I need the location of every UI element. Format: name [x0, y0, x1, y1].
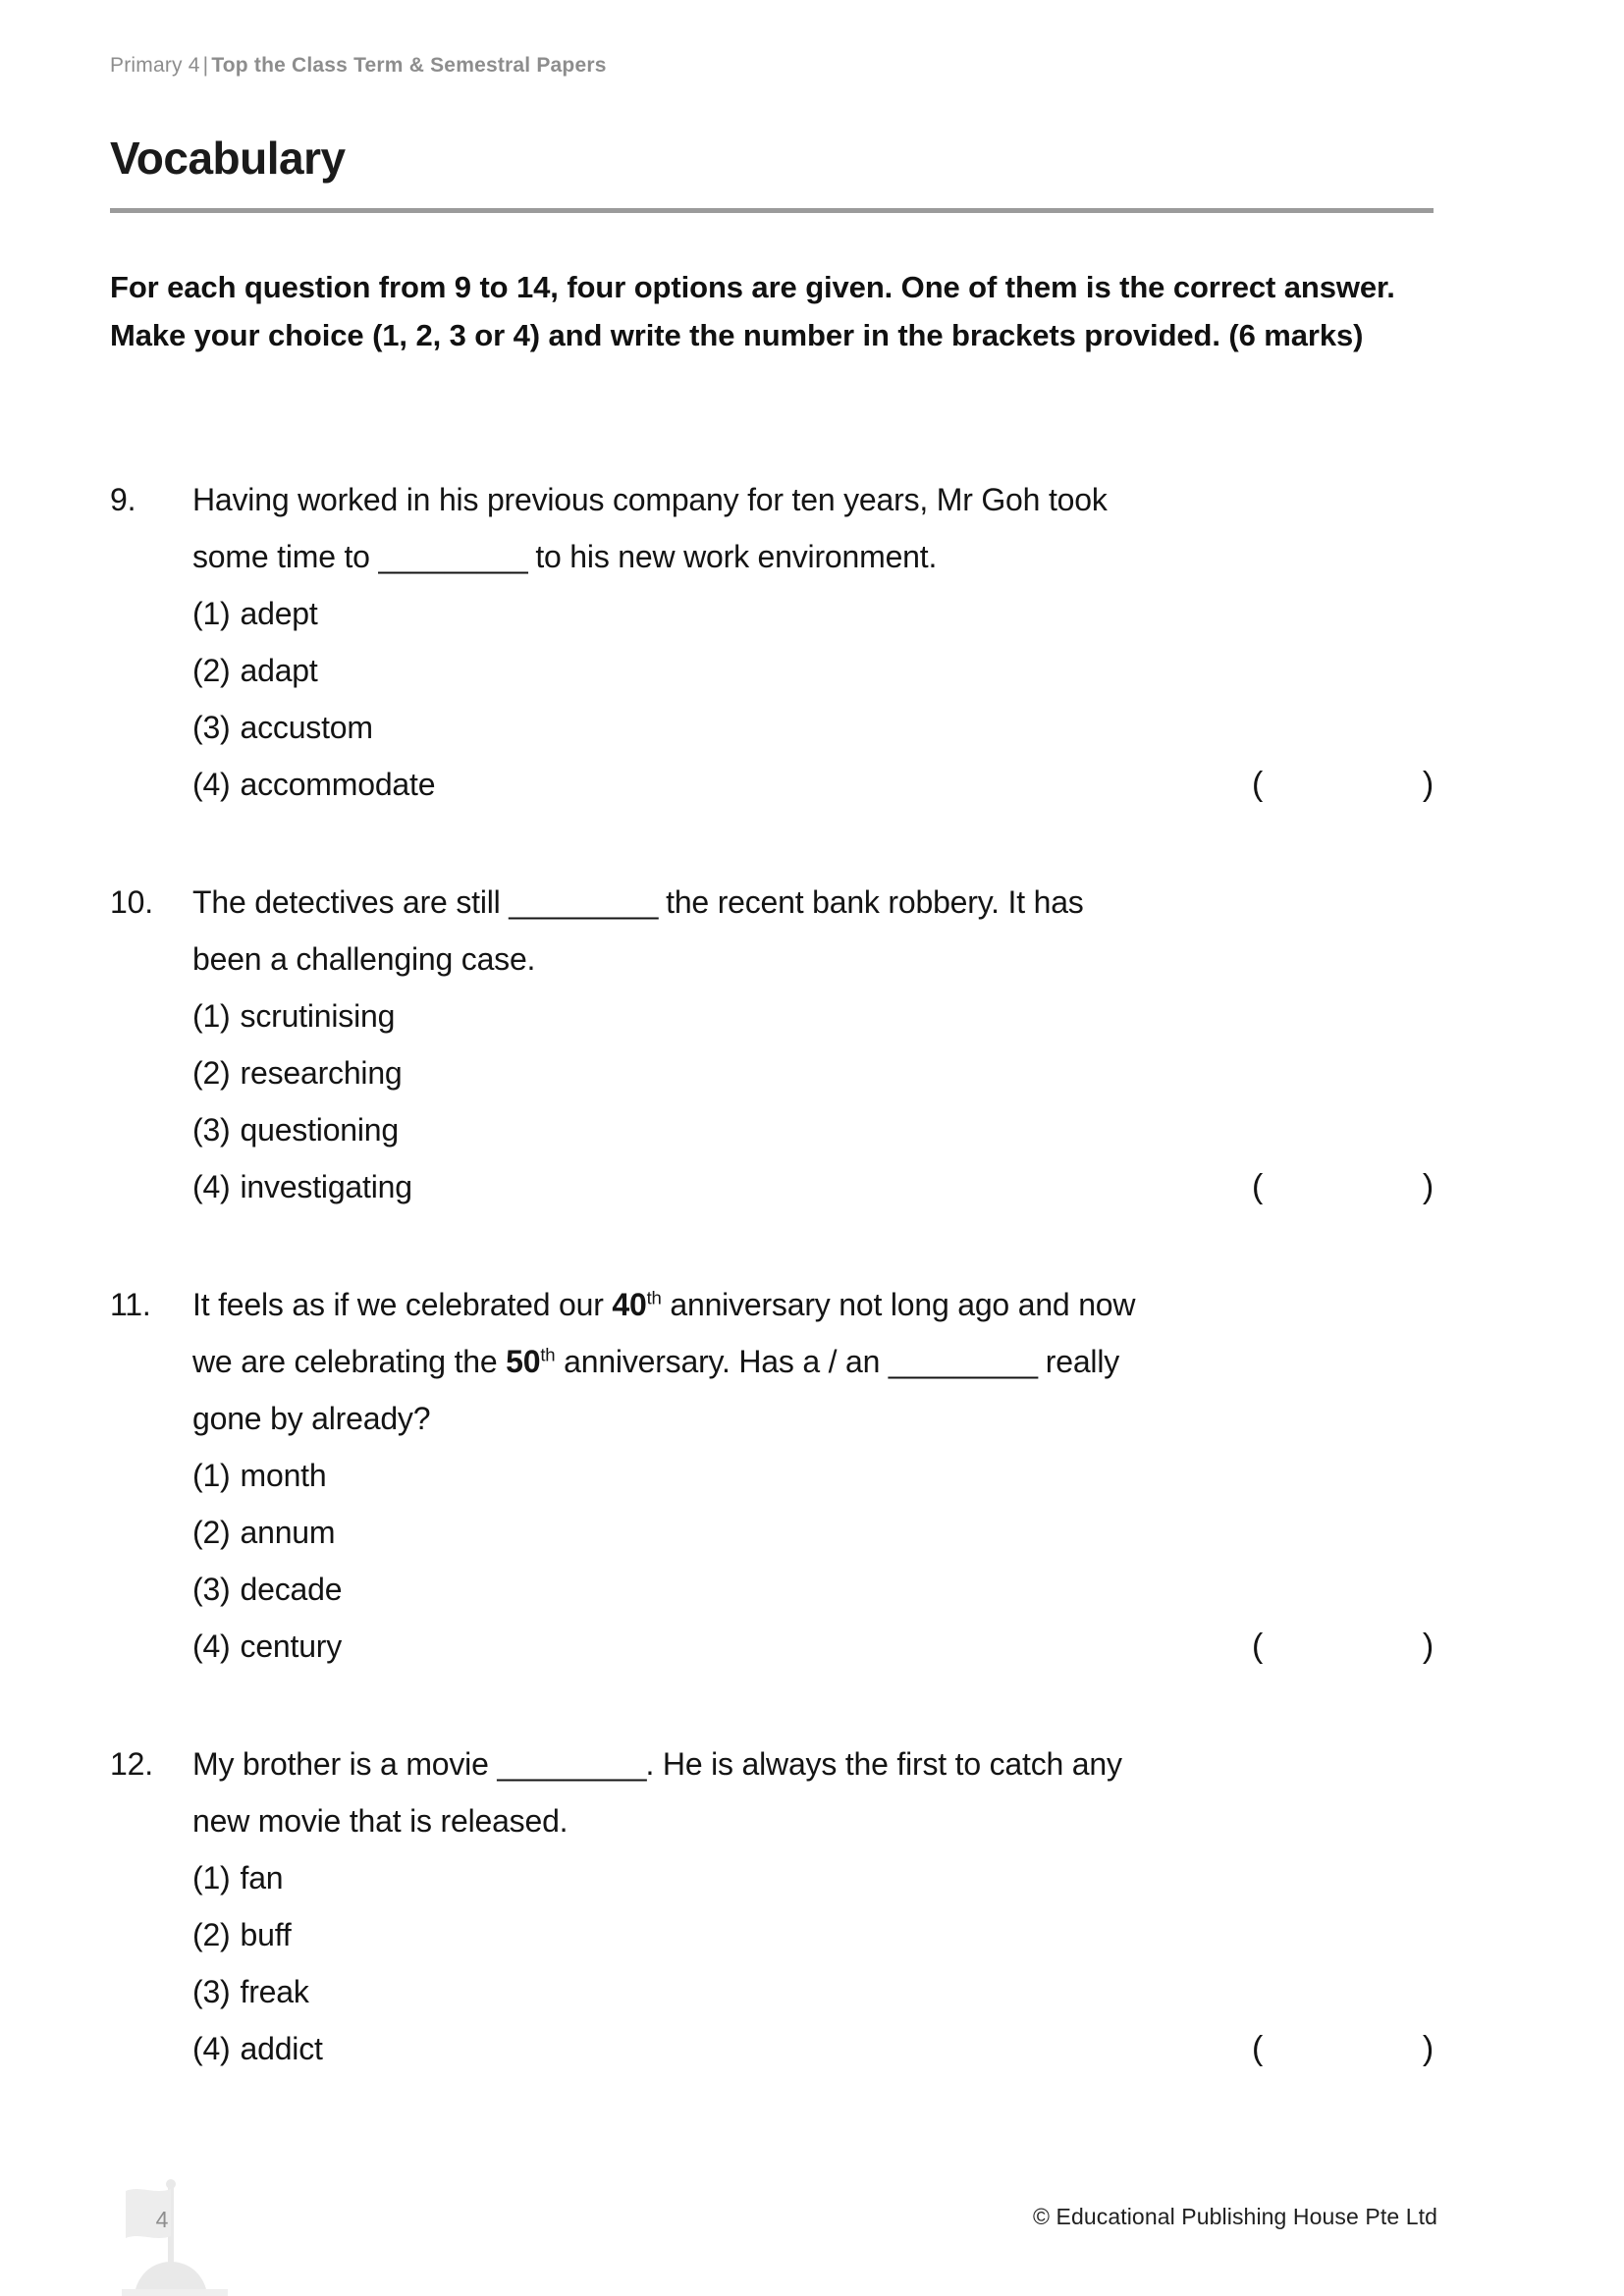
option-text: decade [240, 1572, 343, 1607]
option-label: (3) [192, 1974, 231, 2009]
option-text: scrutinising [240, 998, 396, 1034]
question-11-ordinal-50: 50 [506, 1344, 541, 1379]
running-header [110, 54, 607, 78]
question-9-options [192, 585, 1434, 813]
option-label: (2) [192, 1055, 231, 1091]
option-text: century [240, 1629, 343, 1664]
question-10-stem-line-1 [110, 874, 1434, 931]
question-10-option-2[interactable] [192, 1044, 1434, 1101]
question-11-number: 11. [110, 1287, 151, 1322]
option-label: (3) [192, 1112, 231, 1148]
option-text: investigating [240, 1169, 412, 1204]
question-11-stem-text-1a: It feels as if we celebrated our [192, 1287, 613, 1322]
bracket-open: ( [1252, 1168, 1264, 1205]
question-11-option-3[interactable] [192, 1561, 1434, 1618]
question-11-stem-text-3: gone by already? [192, 1401, 431, 1436]
question-9-stem-line-2 [110, 528, 1434, 585]
option-text: annum [240, 1515, 336, 1550]
option-text: freak [240, 1974, 309, 2009]
page-title: Vocabulary [110, 133, 346, 184]
question-11-option-1[interactable] [192, 1447, 1434, 1504]
page-number: 4 [155, 2207, 169, 2232]
question-9-stem-text-1: Having worked in his previous company for ten years, Mr Goh took [192, 482, 1108, 517]
question-item-12 [110, 1735, 1434, 2077]
question-12-stem-text-1a: My brother is a movie [192, 1746, 498, 1782]
option-label: (2) [192, 653, 231, 688]
header-level: Primary 4 [110, 54, 200, 77]
question-11-answer-blank[interactable]: _________ [888, 1344, 1038, 1379]
question-10-stem-text-1a: The detectives are still [192, 884, 510, 920]
option-label: (1) [192, 998, 231, 1034]
copyright-notice: © Educational Publishing House Pte Ltd [1032, 2204, 1437, 2229]
question-11-stem-text-2b: anniversary. Has a / an [555, 1344, 889, 1379]
question-item-9 [110, 471, 1434, 813]
question-12-stem-line-2 [110, 1792, 1434, 1849]
bracket-close: ) [1422, 2030, 1434, 2067]
question-10-answer-blank[interactable]: _________ [509, 884, 658, 920]
question-12-option-3[interactable] [192, 1963, 1434, 2020]
option-text: accommodate [240, 767, 436, 802]
question-9-answer-blank[interactable]: _________ [378, 539, 527, 574]
question-11-stem-line-1 [110, 1276, 1434, 1333]
option-text: addict [240, 2031, 323, 2066]
header-book-title: Top the Class Term & Semestral Papers [211, 54, 607, 77]
option-label: (4) [192, 1629, 231, 1664]
question-12-option-4[interactable] [192, 2020, 1434, 2077]
option-text: accustom [240, 710, 373, 745]
question-11-ordinal-40: 40 [612, 1287, 647, 1322]
question-11-options [192, 1447, 1434, 1675]
question-9-option-2[interactable] [192, 642, 1434, 699]
question-12-stem-text-2: new movie that is released. [192, 1803, 568, 1839]
option-label: (3) [192, 1572, 231, 1607]
question-9-option-4[interactable] [192, 756, 1434, 813]
option-label: (1) [192, 1458, 231, 1493]
option-text: questioning [240, 1112, 400, 1148]
option-text: buff [240, 1917, 292, 1952]
option-text: fan [240, 1860, 284, 1896]
question-9-stem-line-1 [110, 471, 1434, 528]
question-11-stem-line-2 [110, 1333, 1434, 1390]
question-9-stem-text-2b: to his new work environment. [526, 539, 938, 574]
option-label: (4) [192, 767, 231, 802]
question-11-stem-text-2c: really [1037, 1344, 1120, 1379]
title-divider [110, 208, 1434, 213]
question-10-option-3[interactable] [192, 1101, 1434, 1158]
question-10-option-1[interactable] [192, 988, 1434, 1044]
question-11-stem-line-3 [110, 1390, 1434, 1447]
bracket-close: ) [1422, 1628, 1434, 1665]
question-12-answer-bracket[interactable] [1252, 2020, 1434, 2077]
question-9-number: 9. [110, 482, 136, 517]
question-11-stem-text-2a: we are celebrating the [192, 1344, 507, 1379]
bracket-open: ( [1252, 2030, 1264, 2067]
question-12-option-1[interactable] [192, 1849, 1434, 1906]
bracket-close: ) [1422, 766, 1434, 803]
question-10-answer-bracket[interactable] [1252, 1158, 1434, 1215]
question-9-option-3[interactable] [192, 699, 1434, 756]
question-10-number: 10. [110, 884, 153, 920]
question-11-ordinal-50-suffix: th [540, 1344, 556, 1365]
question-11-answer-bracket[interactable] [1252, 1618, 1434, 1675]
question-12-number: 12. [110, 1746, 153, 1782]
question-list [110, 471, 1434, 2138]
option-text: adept [240, 596, 318, 631]
question-9-stem-text-2a: some time to [192, 539, 379, 574]
bracket-close: ) [1422, 1168, 1434, 1205]
option-label: (2) [192, 1917, 231, 1952]
question-11-stem-text-1b: anniversary not long ago and now [661, 1287, 1136, 1322]
bracket-open: ( [1252, 1628, 1264, 1665]
question-11-ordinal-40-suffix: th [646, 1287, 662, 1308]
question-9-answer-bracket[interactable] [1252, 756, 1434, 813]
question-10-stem-text-1b: the recent bank robbery. It has [657, 884, 1084, 920]
question-10-stem-line-2 [110, 931, 1434, 988]
option-text: month [240, 1458, 327, 1493]
option-label: (1) [192, 596, 231, 631]
question-9-option-1[interactable] [192, 585, 1434, 642]
question-10-stem-text-2: been a challenging case. [192, 941, 536, 977]
header-separator: | [202, 54, 209, 77]
flag-icon [116, 2175, 234, 2296]
bracket-open: ( [1252, 766, 1264, 803]
option-label: (1) [192, 1860, 231, 1896]
question-12-option-2[interactable] [192, 1906, 1434, 1963]
option-text: adapt [240, 653, 318, 688]
option-label: (4) [192, 1169, 231, 1204]
question-11-option-4[interactable] [192, 1618, 1434, 1675]
question-10-options [192, 988, 1434, 1215]
question-12-stem-line-1 [110, 1735, 1434, 1792]
question-12-answer-blank[interactable]: _________ [497, 1746, 646, 1782]
question-12-options [192, 1849, 1434, 2077]
question-11-option-2[interactable] [192, 1504, 1434, 1561]
instructions-text: For each question from 9 to 14, four options are given. One of them is the correct answer. Make your choice (1, 2, 3 or 4) and write the number in the brackets provided. (6 marks) [110, 270, 1395, 352]
option-label: (2) [192, 1515, 231, 1550]
question-10-option-4[interactable] [192, 1158, 1434, 1215]
option-text: researching [240, 1055, 403, 1091]
question-12-stem-text-1b: . He is always the first to catch any [645, 1746, 1122, 1782]
question-item-10 [110, 874, 1434, 1215]
option-label: (4) [192, 2031, 231, 2066]
question-item-11 [110, 1276, 1434, 1675]
option-label: (3) [192, 710, 231, 745]
